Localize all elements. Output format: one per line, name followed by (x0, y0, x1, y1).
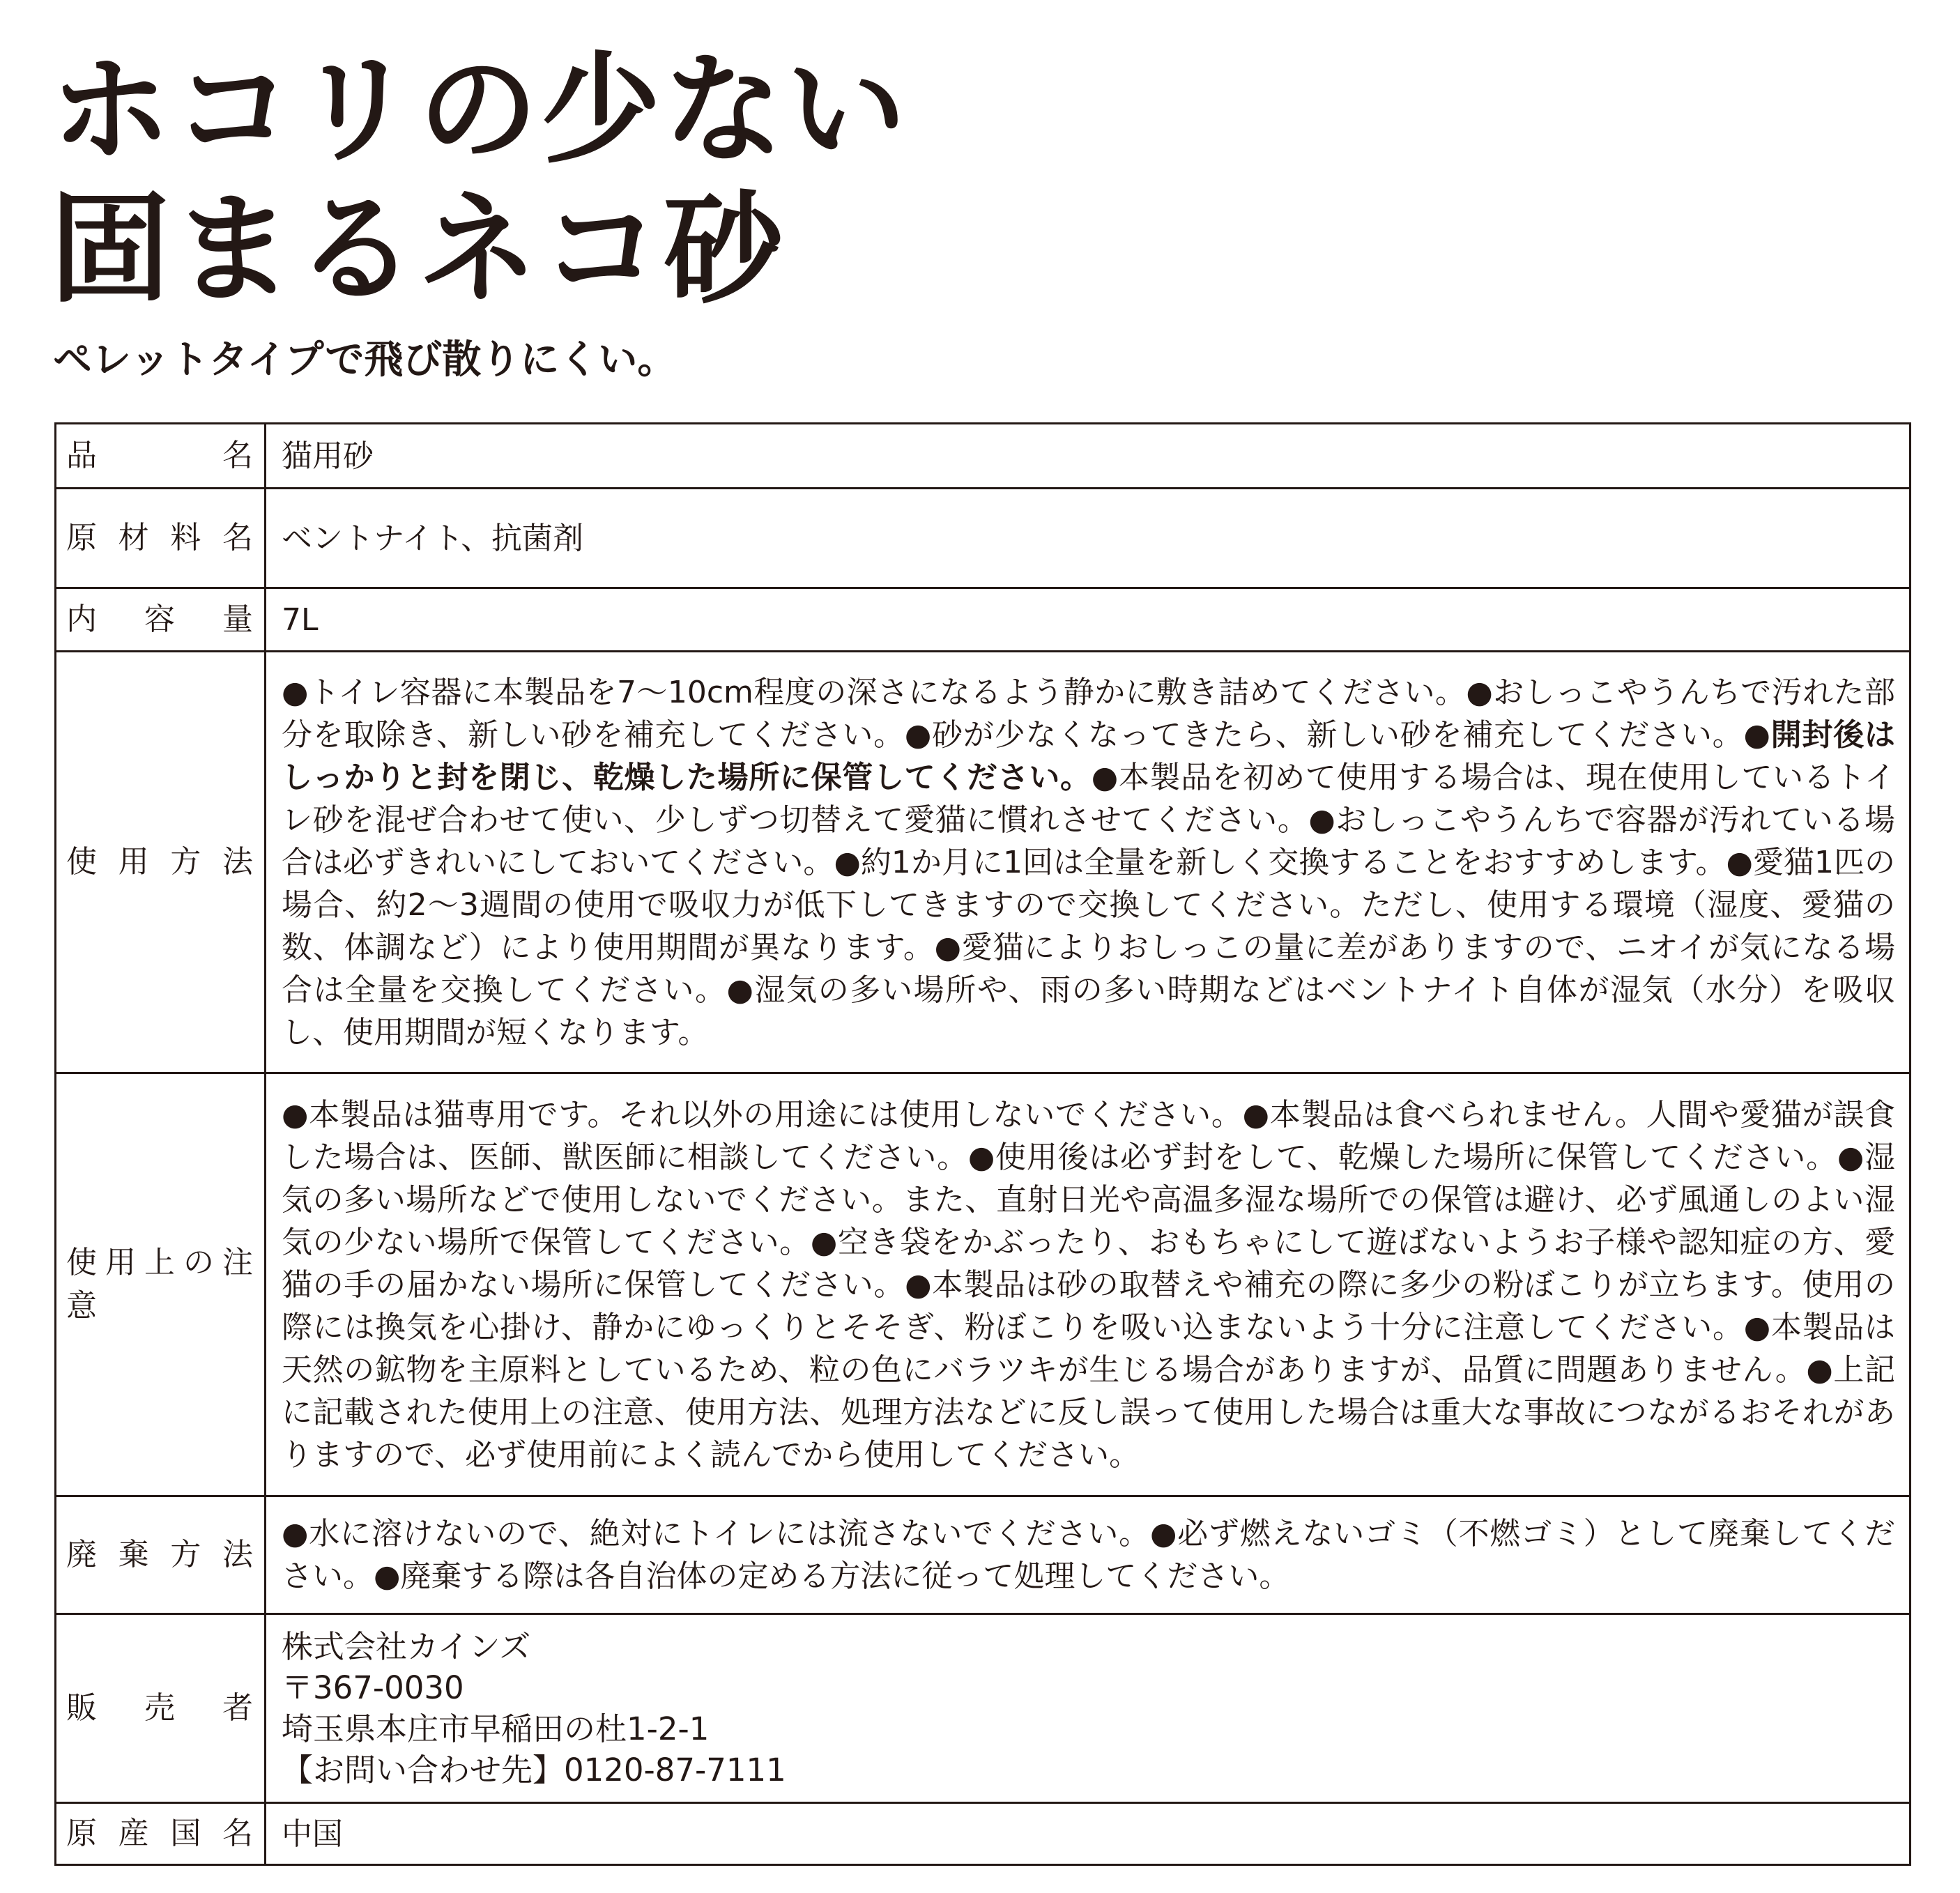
precautions-label: 使用上の注意 (56, 1073, 266, 1496)
ingredients-value: ベントナイト、抗菌剤 (266, 489, 1911, 588)
table-row-origin (56, 1803, 1911, 1865)
origin-label: 原産国名 (56, 1803, 266, 1865)
precautions-value: ●本製品は猫専用です。それ以外の用途には使用しないでください。●本製品は食べられません。人間や愛猫が誤食した場合は、医師、獣医師に相談してください。●使用後は必ず封をして、乾燥した場所に保管してください。●湿気の多い場所などで使用しないでください。また、直射日光や高温多湿な場所での保管は避け、必ず風通しのよい湿気の少ない場所で保管してください。●空き袋をかぶったり、おもちゃにして遊ばないようお子様や認知症の方、愛猫の手の届かない場所に保管してください。●本製品は砂の取替えや補充の際に多少の粉ぼこりが立ちます。使用の際には換気を心掛け、静かにゆっくりとそそぎ、粉ぼこりを吸い込まないよう十分に注意してください。●本製品は天然の鉱物を主原料としているため、粒の色にバラツキが生じる場合がありますが、品質に問題ありません。●上記に記載された使用上の注意、使用方法、処理方法などに反し誤って使用した場合は重大な事故につながるおそれがありますので、必ず使用前によく読んでから使用してください。 (266, 1073, 1911, 1496)
table-row-content (56, 588, 1911, 652)
seller-postal-code: 〒367-0030 (282, 1669, 464, 1706)
table-row-disposal (56, 1496, 1911, 1614)
product-name-value: 猫用砂 (266, 424, 1911, 489)
usage-label: 使用方法 (56, 652, 266, 1073)
table-row-ingredients (56, 489, 1911, 588)
usage-text-emphasis: 開封後はしっかりと封を閉じ、乾燥した場所に保管してください。 (282, 716, 1895, 795)
page-title (50, 40, 909, 319)
product-name-label: 品名 (56, 424, 266, 489)
seller-contact-phone: 【お問い合わせ先】0120-87-7111 (282, 1752, 786, 1788)
ingredients-label: 原材料名 (56, 489, 266, 588)
table-row-usage (56, 652, 1911, 1073)
content-label: 内容量 (56, 588, 266, 652)
table-row-product-name (56, 424, 1911, 489)
seller-address: 埼玉県本庄市早稲田の杜1-2-1 (282, 1710, 710, 1747)
title-line-1: ホコリの少ない (50, 40, 909, 180)
table-row-precautions (56, 1073, 1911, 1496)
table-row-seller (56, 1614, 1911, 1803)
usage-text-before: ●トイレ容器に本製品を7〜10cm程度の深さになるよう静かに敷き詰めてください。●おしっこやうんちで汚れた部分を取除き、新しい砂を補充してください。●砂が少なくなってきたら、新しい砂を補充してください。● (282, 674, 1895, 753)
disposal-label: 廃棄方法 (56, 1496, 266, 1614)
subtitle: ペレットタイプで飛び散りにくい。 (53, 337, 677, 383)
origin-value: 中国 (266, 1803, 1911, 1865)
product-spec-table (54, 422, 1911, 1866)
usage-text-after: ●本製品を初めて使用する場合は、現在使用しているトイレ砂を混ぜ合わせて使い、少しずつ切替えて愛猫に慣れさせてください。●おしっこやうんちで容器が汚れている場合は必ずきれいにしておいてください。●約1か月に1回は全量を新しく交換することをおすすめします。●愛猫1匹の場合、約2〜3週間の使用で吸収力が低下してきますので交換してください。ただし、使用する環境（湿度、愛猫の数、体調など）により使用期間が異なります。●愛猫によりおしっこの量に差がありますので、ニオイが気になる場合は全量を交換してください。●湿気の多い場所や、雨の多い時期などはベントナイト自体が湿気（水分）を吸収し、使用期間が短くなります。 (282, 759, 1895, 1050)
content-value: 7L (266, 588, 1911, 652)
disposal-value: ●水に溶けないので、絶対にトイレには流さないでください。●必ず燃えないゴミ（不燃ゴミ）として廃棄してください。●廃棄する際は各自治体の定める方法に従って処理してください。 (266, 1496, 1911, 1614)
seller-value (266, 1614, 1911, 1803)
seller-company: 株式会社カインズ (282, 1628, 531, 1665)
usage-value (266, 652, 1911, 1073)
seller-label: 販売者 (56, 1614, 266, 1803)
title-line-2: 固まるネコ砂 (50, 179, 786, 319)
